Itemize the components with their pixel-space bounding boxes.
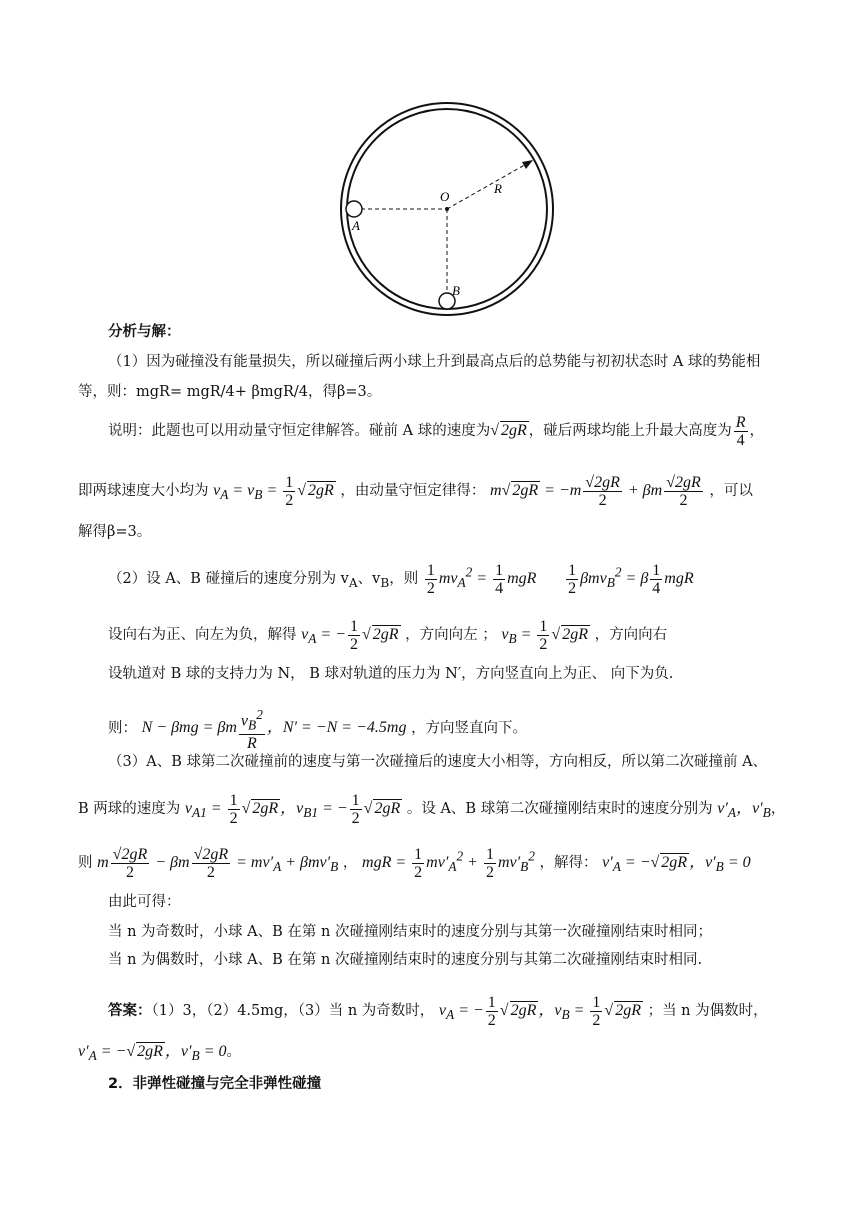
part3-line2: B 两球的速度为 $v_{A1}$ = $\frac{1}{2}$ √ 2gR ，$v_{B1}$ = − $\frac{1}{2}$ √ 2gR 。设 A、B 球第二次碰撞刚结束时的速度分别为 $v'_A$，$v'_B$， bbox=[78, 792, 786, 827]
part2-line1: （2）设 A、B 碰撞后的速度分别为 $v_A$、$v_B$，则 $\frac{1}{2}$ $mv_A^2$ = $\frac{1}{4}$ mgR $\frac{1}{2}$ βmv$_B^2$ = β $\frac{1}{4}$ mgR bbox=[108, 562, 694, 597]
part3-line4: 由此可得： bbox=[108, 894, 181, 910]
part3-text-b2: ，解得： bbox=[539, 855, 598, 872]
answer-line1: 答案：（1）3，（2）4.5mg，（3）当 n 为奇数时， $v_A$ = − $\frac{1}{2}$ √ 2gR ，$v_B$ = $\frac{1}{2}$ √ 2gR ；当 n 为偶数时， bbox=[108, 994, 768, 1029]
part3-text-a2: 。设 A、B 球第二次碰撞刚结束时的速度分别为 bbox=[406, 801, 713, 818]
part3-text-a: B 两球的速度为 bbox=[78, 801, 181, 818]
analysis-heading: 分析与解： bbox=[108, 324, 181, 340]
part3-line1: （3）A、B 球第二次碰撞前的速度与第一次碰撞后的速度大小相等，方向相反，所以第二次碰撞前 A、 bbox=[108, 754, 768, 770]
part1-line2: 等，则：mgR= mgR/4+ βmgR/4，得β=3。 bbox=[78, 384, 382, 400]
sub-a: A bbox=[348, 576, 358, 591]
part2-text-end: ，则 bbox=[389, 571, 419, 588]
part2-text-a: （2）设 A、B 碰撞后的速度分别为 v bbox=[108, 571, 349, 588]
part3-line3: 则 m $\frac{√2gR}{2}$ − βm $\frac{√2gR}{2}$ = $mv'_A + \beta mv'_B$ ， mgR = $\frac{1}{2}$ $mv'_A^2$ + $\frac{1}{2}$ $mv'_B^2$ ，解得： $v'_A$ = −√ 2gR ，$v'_B = 0$ bbox=[78, 846, 751, 881]
part1-line1: （1）因为碰撞没有能量损失，所以碰撞后两小球上升到最高点后的总势能与初初状态时 A 球的势能相 bbox=[108, 354, 761, 370]
sub-b: B bbox=[380, 576, 390, 591]
part2-text-b: 设向右为正、向左为负，解得 bbox=[108, 627, 297, 644]
part3-line6: 当 n 为偶数时，小球 A、B 在第 n 次碰撞刚结束时的速度分别与其第二次碰撞刚结束时相同. bbox=[108, 952, 703, 968]
center-dot bbox=[445, 207, 449, 211]
note-line3: 解得β=3。 bbox=[78, 524, 152, 540]
answer-label: 答案： bbox=[108, 1003, 152, 1020]
part3-line5: 当 n 为奇数时，小球 A、B 在第 n 次碰撞刚结束时的速度分别与其第一次碰撞刚结束时相同； bbox=[108, 924, 712, 940]
label-a: A bbox=[352, 218, 360, 233]
answer-text-c: 。 bbox=[226, 1044, 241, 1060]
answer-text-a: （1）3，（2）4.5mg，（3）当 n 为奇数时， bbox=[151, 1003, 435, 1020]
part2-text-mid: 、v bbox=[357, 571, 381, 588]
label-o: O bbox=[440, 189, 450, 204]
note-line1: 说明：此题也可以用动量守恒定律解答。碰前 A 球的速度为√ 2gR ，碰后两球均能上升最大高度为 $\frac{R}{4}$ ， bbox=[108, 414, 765, 449]
part2-line3: 设轨道对 B 球的支持力为 N， B 球对轨道的压力为 N′，方向竖直向上为正、 向下为负. bbox=[108, 666, 674, 682]
part3-text-b: 则 bbox=[78, 855, 93, 872]
answer-line2: $v'_A$ = −√ 2gR ，$v'_B = 0$。 bbox=[78, 1043, 241, 1064]
circular-track-diagram bbox=[0, 0, 860, 320]
part2-line2: 设向右为正、向左为负，解得 $v_A$ = − $\frac{1}{2}$ √ 2gR ，方向向左 ； $v_B$ = $\frac{1}{2}$ √ 2gR ，方向向右 bbox=[108, 618, 668, 653]
label-r: R bbox=[494, 181, 502, 196]
part2-text-d: 则： bbox=[108, 720, 137, 737]
label-b: B bbox=[452, 283, 460, 298]
answer-text-b: ；当 n 为偶数时， bbox=[647, 1003, 768, 1020]
radius-arrow-dashed bbox=[447, 163, 528, 209]
part2-text-b2: ，方向向左 ； bbox=[405, 627, 497, 644]
ball-a bbox=[346, 201, 362, 217]
part2-text-b3: ，方向向右 bbox=[594, 627, 668, 644]
radius-arrowhead bbox=[522, 160, 533, 169]
section-2-heading: 2．非弹性碰撞与完全非弹性碰撞 bbox=[108, 1076, 322, 1092]
note-line2: 即两球速度大小均为 $v_A = v_B$ = $\frac{1}{2}$ √ 2gR ，由动量守恒定律得： m√ 2gR = −m $\frac{√2gR}{2}$ + βm $\frac{√2gR}{2}$ ，可以 bbox=[78, 474, 753, 509]
note-text-a: 说明：此题也可以用动量守恒定律解答。碰前 A 球的速度为 bbox=[108, 423, 491, 440]
note-text-d: ，由动量守恒定律得： bbox=[340, 483, 486, 500]
note-text-c: 即两球速度大小均为 bbox=[78, 483, 209, 500]
note-text-e: ，可以 bbox=[709, 483, 753, 500]
part2-line4: 则： N − βmg = βm $\frac{v_B^2}{R}$ ，N′ = −N = −4.5mg ，方向竖直向下。 bbox=[108, 707, 528, 752]
part2-text-d2: ，方向竖直向下。 bbox=[411, 720, 528, 737]
note-text-b: ，碰后两球均能上升最大高度为 bbox=[528, 423, 732, 440]
